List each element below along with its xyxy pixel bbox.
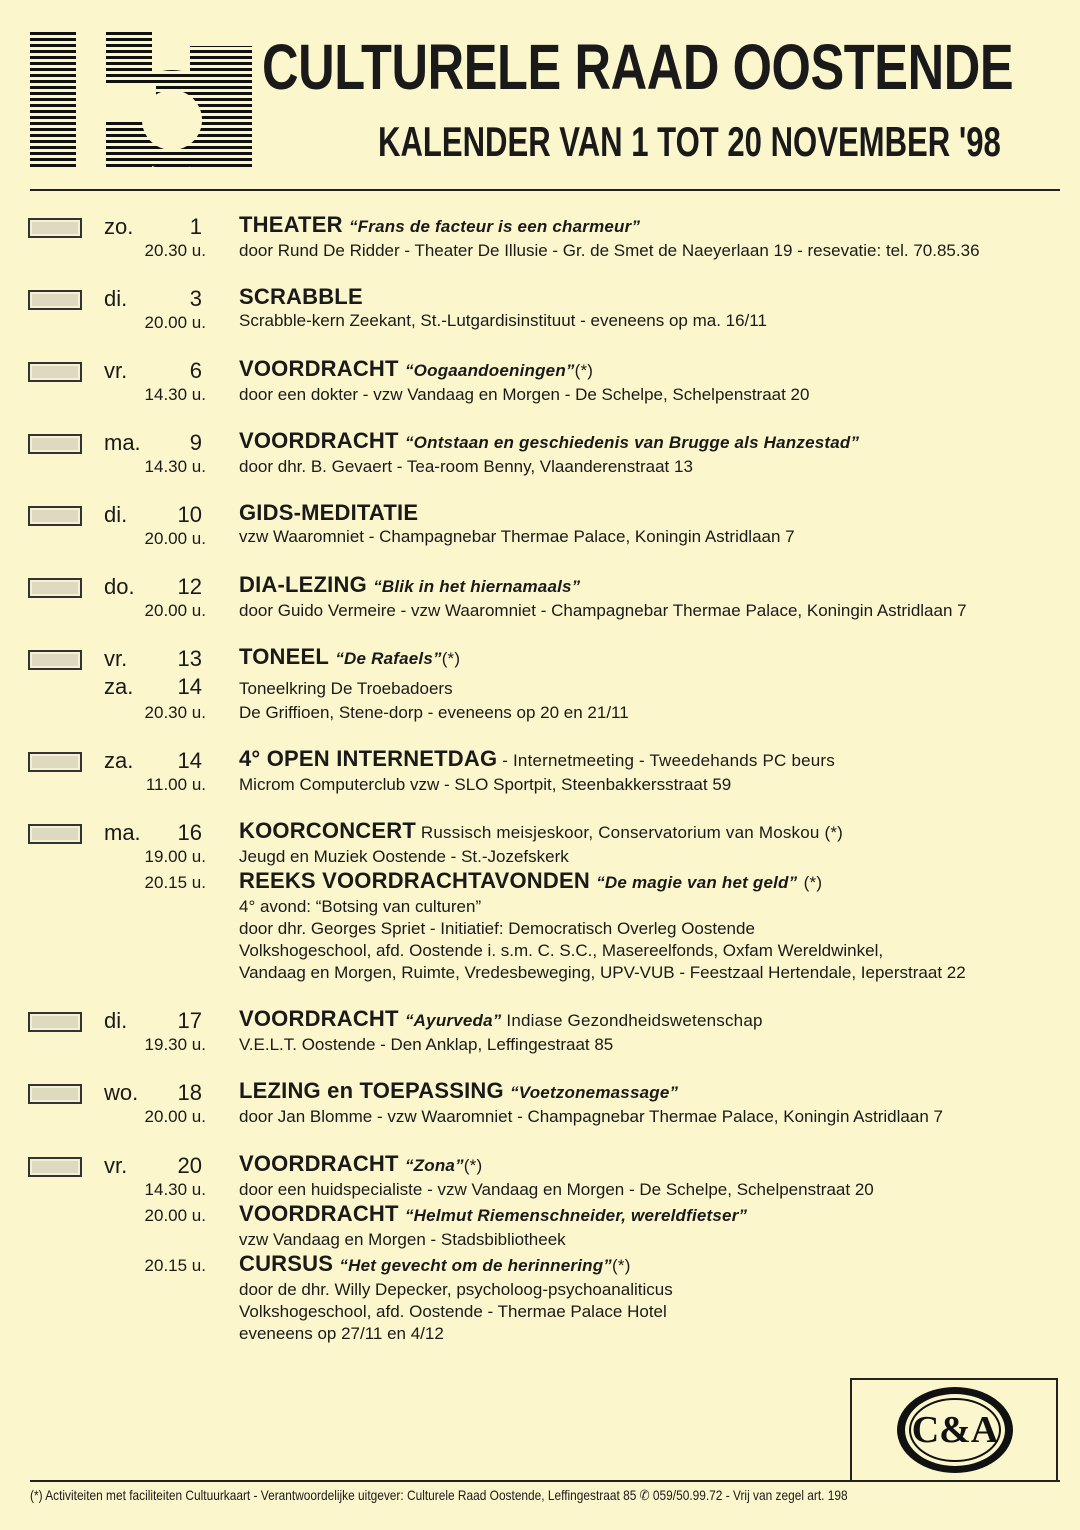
event-title: CURSUS: [239, 1251, 334, 1276]
event-title-line: [239, 868, 1069, 896]
entry-date: 3: [189, 286, 202, 311]
event-title: VOORDRACHT: [239, 428, 399, 453]
event-title-line: [239, 1006, 1069, 1034]
entry-marker: [28, 362, 82, 382]
entry-marker: [28, 650, 82, 670]
event-subtitle: “Ayurveda”: [404, 1011, 502, 1030]
event-description: Jeugd en Muziek Oostende - St.-Jozefskerk: [239, 847, 569, 866]
entry-day: ma.: [104, 820, 141, 845]
event-description: vzw Vandaag en Morgen - Stadsbibliotheek: [239, 1230, 566, 1249]
entry-date: 1: [189, 214, 202, 239]
event-title: VOORDRACHT: [239, 1151, 399, 1176]
entry-time: 19.00 u.: [144, 847, 206, 866]
entry-marker: [28, 434, 82, 454]
event-note: - Internetmeeting - Tweedehands PC beurs: [497, 751, 835, 770]
entry-time: 11.00 u.: [145, 775, 206, 794]
sponsor-box: [850, 1378, 1058, 1482]
event-title-line: [239, 746, 1069, 774]
header-divider: [30, 189, 1060, 191]
event-title: THEATER: [239, 212, 343, 237]
entry-marker: [28, 824, 82, 844]
entry-date: 17: [177, 1008, 202, 1033]
event-title: VOORDRACHT: [239, 1201, 399, 1226]
event-title: TONEEL: [239, 644, 330, 669]
entry-marker: [28, 1157, 82, 1177]
event-description: Vandaag en Morgen, Ruimte, Vredesbeweging, UPV-VUB - Feestzaal Hertendale, Ieperstraat 22: [239, 963, 966, 982]
event-title-line: [239, 1201, 1069, 1229]
event-title-line: [239, 212, 1069, 240]
entry-time: 20.30 u.: [144, 241, 206, 260]
entry-time: 20.30 u.: [144, 703, 206, 722]
event-description: eveneens op 27/11 en 4/12: [239, 1324, 444, 1343]
event-description: door dhr. B. Gevaert - Tea-room Benny, Vlaanderenstraat 13: [239, 457, 693, 476]
entry-time: 19.30 u.: [144, 1035, 206, 1054]
entry-date-second: 14: [177, 674, 202, 699]
event-title: DIA-LEZING: [239, 572, 367, 597]
cro-logo-icon: [30, 32, 252, 170]
entry-time: 20.15 u.: [144, 873, 206, 892]
event-title-line: [239, 1151, 1069, 1179]
event-description: door de dhr. Willy Depecker, psycholoog-psychoanaliticus: [239, 1280, 673, 1299]
footer-divider: [30, 1480, 1060, 1482]
event-note: Indiase Gezondheidswetenschap: [501, 1011, 763, 1030]
entry-marker: [28, 752, 82, 772]
entry-day: di.: [104, 502, 128, 527]
entry-marker: [28, 218, 82, 238]
event-title-line: [239, 500, 1069, 526]
event-description: door Rund De Ridder - Theater De Illusie - Gr. de Smet de Naeyerlaan 19 - resevatie: tel. 70.85.36: [239, 241, 980, 260]
event-description: Volkshogeschool, afd. Oostende - Thermae Palace Hotel: [239, 1302, 667, 1321]
entry-date: 18: [177, 1080, 202, 1105]
event-subtitle: “De magie van het geld”: [596, 873, 798, 892]
event-subtitle: “Zona”: [404, 1156, 464, 1175]
entry-date: 12: [177, 574, 202, 599]
entry-marker: [28, 1012, 82, 1032]
event-title: KOORCONCERT: [239, 818, 416, 843]
entry-day: zo.: [104, 214, 134, 239]
event-title-line: [239, 1251, 1069, 1279]
entry-time: 14.30 u.: [144, 385, 206, 404]
event-description: door een huidspecialiste - vzw Vandaag en Morgen - De Schelpe, Schelpenstraat 20: [239, 1180, 874, 1199]
event-description: V.E.L.T. Oostende - Den Anklap, Leffingestraat 85: [239, 1035, 614, 1054]
event-note: Russisch meisjeskoor, Conservatorium van Moskou (*): [415, 823, 844, 842]
event-title-line: [239, 428, 1069, 456]
entry-date: 13: [177, 646, 202, 671]
event-description: door Guido Vermeire - vzw Waaromniet - Champagnebar Thermae Palace, Koningin Astridlaan 7: [239, 601, 967, 620]
entry-time: 14.30 u.: [144, 1180, 206, 1199]
footer-note: (*) Activiteiten met faciliteiten Cultuurkaart - Verantwoordelijke uitgever: Culturele Raad Oostende, Leffingestraat 85 ✆ 059/50.99.72 - Vrij van zegel art. 198: [30, 1487, 848, 1503]
entry-time: 20.00 u.: [144, 1107, 206, 1126]
sponsor-name: C&A: [911, 1409, 999, 1451]
event-title: SCRABBLE: [239, 284, 363, 309]
entry-time: 20.00 u.: [144, 1206, 206, 1225]
entry-time: 20.15 u.: [144, 1256, 206, 1275]
event-title-line: [239, 818, 1069, 846]
event-subtitle: “Het gevecht om de herinnering”: [339, 1256, 613, 1275]
entry-day: do.: [104, 574, 135, 599]
entry-marker: [28, 506, 82, 526]
entry-day: vr.: [104, 646, 128, 671]
entry-day: di.: [104, 1008, 128, 1033]
event-subtitle: “De Rafaels”: [335, 649, 442, 668]
entry-time: 14.30 u.: [144, 457, 206, 476]
event-title-line: [239, 356, 1069, 384]
entry-day: wo.: [104, 1080, 139, 1105]
entry-date: 9: [189, 430, 202, 455]
entry-date: 20: [177, 1153, 202, 1178]
event-description: Microm Computerclub vzw - SLO Sportpit, Steenbakkersstraat 59: [239, 775, 732, 794]
entry-date: 10: [177, 502, 202, 527]
event-subtitle: “Frans de facteur is een charmeur”: [348, 217, 641, 236]
entry-day: vr.: [104, 1153, 128, 1178]
event-description: vzw Waaromniet - Champagnebar Thermae Palace, Koningin Astridlaan 7: [239, 527, 795, 546]
event-title: REEKS VOORDRACHTAVONDEN: [239, 868, 590, 893]
event-description: door dhr. Georges Spriet - Initiatief: Democratisch Overleg Oostende: [239, 919, 755, 938]
event-note: (*): [803, 873, 823, 892]
event-subtitle: “Voetzonemassage”: [510, 1083, 679, 1102]
event-description: door Jan Blomme - vzw Waaromniet - Champagnebar Thermae Palace, Koningin Astridlaan 7: [239, 1107, 943, 1126]
event-description: Volkshogeschool, afd. Oostende i. s.m. C. S.C., Masereelfonds, Oxfam Wereldwinkel,: [239, 941, 884, 960]
calendar-subtitle: KALENDER VAN 1 TOT 20 NOVEMBER '98: [378, 118, 1001, 165]
event-description: 4° avond: “Botsing van culturen”: [239, 897, 482, 916]
event-description: Scrabble-kern Zeekant, St.-Lutgardisinstituut - eveneens op ma. 16/11: [239, 311, 767, 330]
entry-date: 14: [177, 748, 202, 773]
event-note: (*): [441, 649, 461, 668]
ca-logo-icon: [894, 1384, 1016, 1476]
event-description: door een dokter - vzw Vandaag en Morgen - De Schelpe, Schelpenstraat 20: [239, 385, 810, 404]
event-title-line: [239, 572, 1069, 600]
event-title-line: [239, 644, 1069, 672]
event-note: (*): [574, 361, 594, 380]
entry-marker: [28, 290, 82, 310]
event-title-line: [239, 284, 1069, 310]
event-title-line: [239, 1078, 1069, 1106]
entry-date: 6: [189, 358, 202, 383]
event-subtitle: “Blik in het hiernamaals”: [373, 577, 581, 596]
entry-time: 20.00 u.: [144, 601, 206, 620]
entry-date: 16: [177, 820, 202, 845]
entry-time: 20.00 u.: [144, 313, 206, 332]
event-subtitle: “Helmut Riemenschneider, wereldfietser”: [404, 1206, 748, 1225]
entry-marker: [28, 578, 82, 598]
event-description: Toneelkring De Troebadoers: [239, 679, 453, 698]
entry-time: 20.00 u.: [144, 529, 206, 548]
organization-title: CULTURELE RAAD OOSTENDE: [262, 31, 1014, 103]
entry-day: ma.: [104, 430, 141, 455]
entry-day: vr.: [104, 358, 128, 383]
event-title: VOORDRACHT: [239, 356, 399, 381]
event-description: De Griffioen, Stene-dorp - eveneens op 20 en 21/11: [239, 703, 629, 722]
entry-day-second: za.: [104, 674, 134, 699]
event-title: 4° OPEN INTERNETDAG: [239, 746, 498, 771]
entry-day: di.: [104, 286, 128, 311]
event-note: (*): [612, 1256, 631, 1275]
event-subtitle: “Oogaandoeningen”: [404, 361, 575, 380]
entry-marker: [28, 1084, 82, 1104]
entry-day: za.: [104, 748, 134, 773]
event-note: (*): [463, 1156, 483, 1175]
event-title: VOORDRACHT: [239, 1006, 399, 1031]
event-title: LEZING en TOEPASSING: [239, 1078, 504, 1103]
event-subtitle: “Ontstaan en geschiedenis van Brugge als Hanzestad”: [404, 433, 860, 452]
event-title: GIDS-MEDITATIE: [239, 500, 419, 525]
